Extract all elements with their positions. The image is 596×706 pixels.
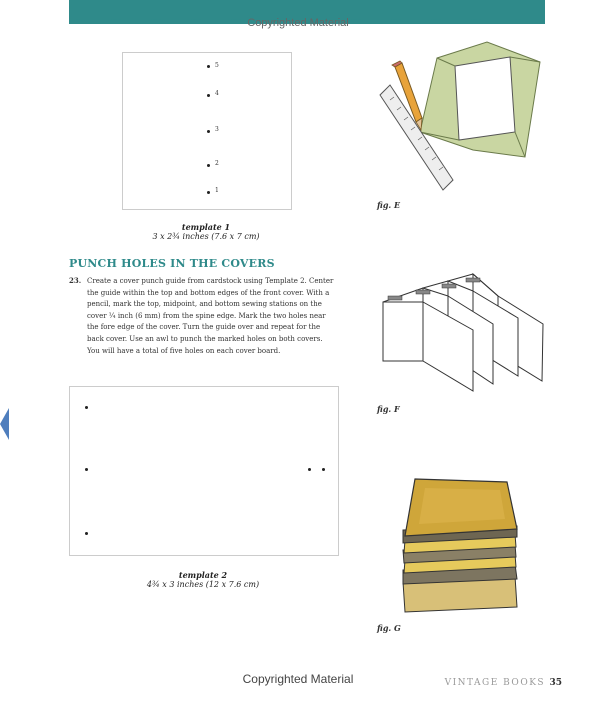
watermark-bottom: Copyrighted Material [242, 672, 354, 686]
template-2-title: template 2 [178, 570, 228, 580]
template-2-caption [69, 570, 337, 589]
sewing-station-dot [85, 468, 88, 471]
fig-g-illustration [395, 474, 525, 614]
sewing-station-dot [85, 406, 88, 409]
sewing-station-dot [207, 65, 210, 68]
template-1-box [122, 52, 292, 210]
fig-f-illustration [378, 266, 550, 401]
fore-edge-dot [322, 468, 325, 471]
step-number: 23. [69, 276, 82, 285]
template-1-caption [122, 222, 290, 241]
sewing-station-dot [207, 130, 210, 133]
sewing-station-label: 3 [215, 126, 219, 133]
template-2-size: 4¾ x 3 inches (12 x 7.6 cm) [146, 580, 260, 589]
template-2-box [69, 386, 339, 556]
sewing-station-dot [85, 532, 88, 535]
sewing-station-dot [207, 164, 210, 167]
fig-e-illustration [375, 40, 545, 195]
sewing-station-dot [207, 191, 210, 194]
template-1-size: 3 x 2¾ inches (7.6 x 7 cm) [152, 232, 260, 241]
step-text: Create a cover punch guide from cardstock using Template 2. Center the guide within the top and bottom edges of the front cover. With a pencil, mark the top, midpoint, and bottom sewing stations on the cover ¼ inch (6 mm) from the spine edge. Mark the two holes near the fore edge of the cover. Turn the guide over and repeat for the back cover. Use an awl to punch the marked holes on both covers. You will have a total of five holes on each cover board. [87, 277, 334, 355]
sewing-station-label: 2 [215, 160, 219, 167]
fig-f-caption: fig. F [377, 404, 400, 414]
fore-edge-dot [308, 468, 311, 471]
previous-page-arrow-icon[interactable] [0, 408, 9, 440]
sewing-station-label: 5 [215, 62, 219, 69]
section-heading: PUNCH HOLES IN THE COVERS [69, 257, 275, 270]
page-number: 35 [549, 678, 562, 688]
sewing-station-label: 1 [215, 187, 219, 194]
sewing-station-label: 4 [215, 90, 219, 97]
running-title: VINTAGE BOOKS [444, 678, 546, 688]
fig-g-caption: fig. G [377, 623, 401, 633]
page-footer [445, 678, 562, 688]
fig-e-caption: fig. E [377, 200, 401, 210]
watermark-top: Copyrighted Material [247, 17, 349, 29]
sewing-station-dot [207, 94, 210, 97]
template-1-title: template 1 [181, 222, 231, 232]
